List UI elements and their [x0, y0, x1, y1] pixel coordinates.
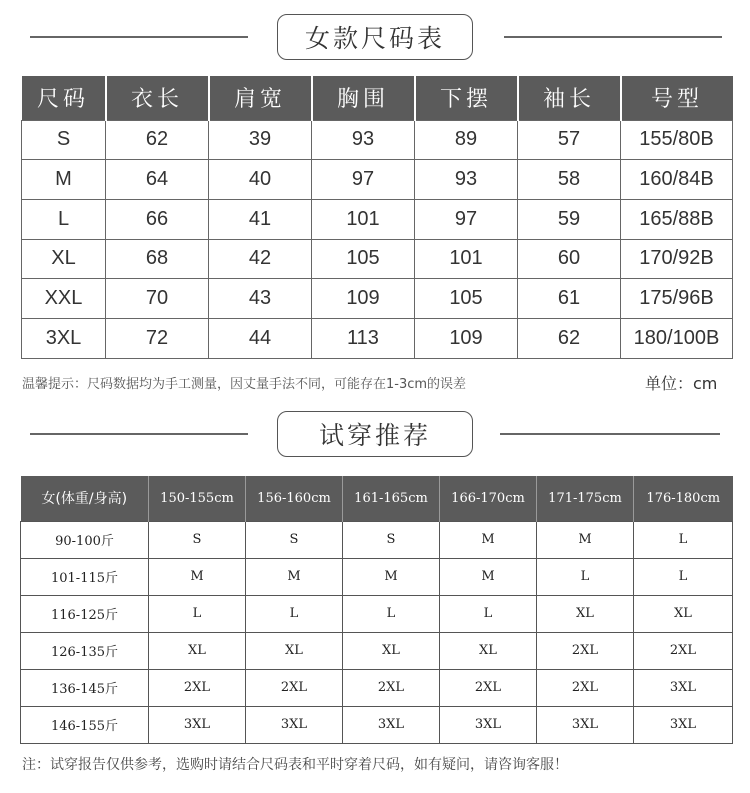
- table-cell: M: [246, 558, 343, 595]
- try-on-table: [20, 476, 733, 744]
- table-cell: 60: [518, 239, 621, 279]
- table-cell: 2XL: [246, 669, 343, 706]
- table-cell: 105: [415, 279, 518, 319]
- table-cell: L: [343, 595, 440, 632]
- table-cell: 44: [209, 318, 312, 358]
- table-cell: 3XL: [149, 706, 246, 743]
- table-cell: 146-155斤: [21, 706, 149, 743]
- table-row: [21, 632, 733, 669]
- table-cell: 101: [312, 199, 415, 239]
- table-cell: 68: [106, 239, 209, 279]
- table-cell: 39: [209, 120, 312, 160]
- header-cell: 肩宽: [209, 76, 312, 120]
- header-cell: 尺码: [22, 76, 106, 120]
- table-cell: 57: [518, 120, 621, 160]
- table-cell: 93: [415, 160, 518, 200]
- table-cell: 2XL: [537, 632, 634, 669]
- size-chart-table: [21, 76, 733, 359]
- table-cell: 90-100斤: [21, 521, 149, 558]
- table-cell: 3XL: [537, 706, 634, 743]
- table-cell: 136-145斤: [21, 669, 149, 706]
- table-row: [21, 595, 733, 632]
- table-cell: 3XL: [440, 706, 537, 743]
- table-cell: M: [149, 558, 246, 595]
- table-cell: 3XL: [246, 706, 343, 743]
- table-cell: M: [537, 521, 634, 558]
- table-row: [21, 669, 733, 706]
- table-cell: 72: [106, 318, 209, 358]
- table-cell: L: [440, 595, 537, 632]
- table-row: [21, 558, 733, 595]
- table-cell: L: [22, 199, 106, 239]
- table-cell: 62: [518, 318, 621, 358]
- table-cell: XL: [246, 632, 343, 669]
- table-cell: XL: [22, 239, 106, 279]
- table-cell: 116-125斤: [21, 595, 149, 632]
- table-cell: 170/92B: [621, 239, 733, 279]
- table-cell: 62: [106, 120, 209, 160]
- table-cell: XL: [149, 632, 246, 669]
- table-cell: 3XL: [22, 318, 106, 358]
- size-chart-header-row: [22, 76, 733, 120]
- table-cell: XXL: [22, 279, 106, 319]
- table-cell: XL: [440, 632, 537, 669]
- table-cell: XL: [537, 595, 634, 632]
- table-cell: 155/80B: [621, 120, 733, 160]
- table-cell: 41: [209, 199, 312, 239]
- table-cell: M: [343, 558, 440, 595]
- table-cell: 42: [209, 239, 312, 279]
- header-cell: 150-155cm: [149, 476, 246, 521]
- table-cell: L: [634, 558, 733, 595]
- table-cell: 109: [415, 318, 518, 358]
- header-cell: 胸围: [312, 76, 415, 120]
- try-on-title-bar: [0, 411, 750, 457]
- table-cell: 160/84B: [621, 160, 733, 200]
- table-cell: 165/88B: [621, 199, 733, 239]
- table-row: [22, 318, 733, 358]
- divider-line: [504, 36, 722, 38]
- table-cell: 2XL: [440, 669, 537, 706]
- table-cell: S: [22, 120, 106, 160]
- table-cell: 2XL: [343, 669, 440, 706]
- table-cell: 97: [312, 160, 415, 200]
- table-row: [21, 521, 733, 558]
- table-cell: 2XL: [634, 632, 733, 669]
- header-cell: 171-175cm: [537, 476, 634, 521]
- table-cell: 2XL: [149, 669, 246, 706]
- table-cell: M: [22, 160, 106, 200]
- table-cell: 93: [312, 120, 415, 160]
- header-cell: 176-180cm: [634, 476, 733, 521]
- table-cell: L: [149, 595, 246, 632]
- table-cell: 3XL: [634, 706, 733, 743]
- divider-line: [30, 36, 248, 38]
- table-cell: 180/100B: [621, 318, 733, 358]
- header-cell: 号型: [621, 76, 733, 120]
- table-cell: 175/96B: [621, 279, 733, 319]
- table-cell: 3XL: [343, 706, 440, 743]
- try-on-title: 试穿推荐: [277, 411, 473, 457]
- size-chart-title-bar: [0, 14, 750, 60]
- table-row: [22, 160, 733, 200]
- table-cell: M: [440, 558, 537, 595]
- table-cell: S: [343, 521, 440, 558]
- table-cell: S: [149, 521, 246, 558]
- table-cell: L: [246, 595, 343, 632]
- table-cell: 40: [209, 160, 312, 200]
- table-cell: 59: [518, 199, 621, 239]
- header-cell: 女(体重/身高): [21, 476, 149, 521]
- divider-line: [500, 433, 720, 435]
- table-row: [22, 120, 733, 160]
- table-cell: 97: [415, 199, 518, 239]
- table-row: [21, 706, 733, 743]
- table-cell: 61: [518, 279, 621, 319]
- table-cell: 105: [312, 239, 415, 279]
- table-cell: 101: [415, 239, 518, 279]
- table-cell: 43: [209, 279, 312, 319]
- header-cell: 下摆: [415, 76, 518, 120]
- table-cell: L: [537, 558, 634, 595]
- table-cell: XL: [343, 632, 440, 669]
- table-cell: 3XL: [634, 669, 733, 706]
- table-cell: M: [440, 521, 537, 558]
- table-cell: XL: [634, 595, 733, 632]
- divider-line: [30, 433, 248, 435]
- table-row: [22, 239, 733, 279]
- try-on-note: 注：试穿报告仅供参考，选购时请结合尺码表和平时穿着尺码，如有疑问，请咨询客服！: [22, 757, 568, 773]
- table-cell: 70: [106, 279, 209, 319]
- header-cell: 161-165cm: [343, 476, 440, 521]
- header-cell: 156-160cm: [246, 476, 343, 521]
- table-cell: 113: [312, 318, 415, 358]
- table-row: [22, 199, 733, 239]
- measurement-note: 温馨提示：尺码数据均为手工测量，因丈量手法不同，可能存在1-3cm的误差: [22, 377, 467, 392]
- table-cell: 89: [415, 120, 518, 160]
- table-cell: 2XL: [537, 669, 634, 706]
- try-on-header-row: [21, 476, 733, 521]
- header-cell: 衣长: [106, 76, 209, 120]
- table-cell: 66: [106, 199, 209, 239]
- table-cell: 64: [106, 160, 209, 200]
- unit-label: 单位：cm: [645, 374, 718, 393]
- table-cell: 58: [518, 160, 621, 200]
- table-row: [22, 279, 733, 319]
- size-chart-title: 女款尺码表: [277, 14, 473, 60]
- table-cell: 101-115斤: [21, 558, 149, 595]
- table-cell: 126-135斤: [21, 632, 149, 669]
- header-cell: 166-170cm: [440, 476, 537, 521]
- table-cell: L: [634, 521, 733, 558]
- table-cell: S: [246, 521, 343, 558]
- header-cell: 袖长: [518, 76, 621, 120]
- table-cell: 109: [312, 279, 415, 319]
